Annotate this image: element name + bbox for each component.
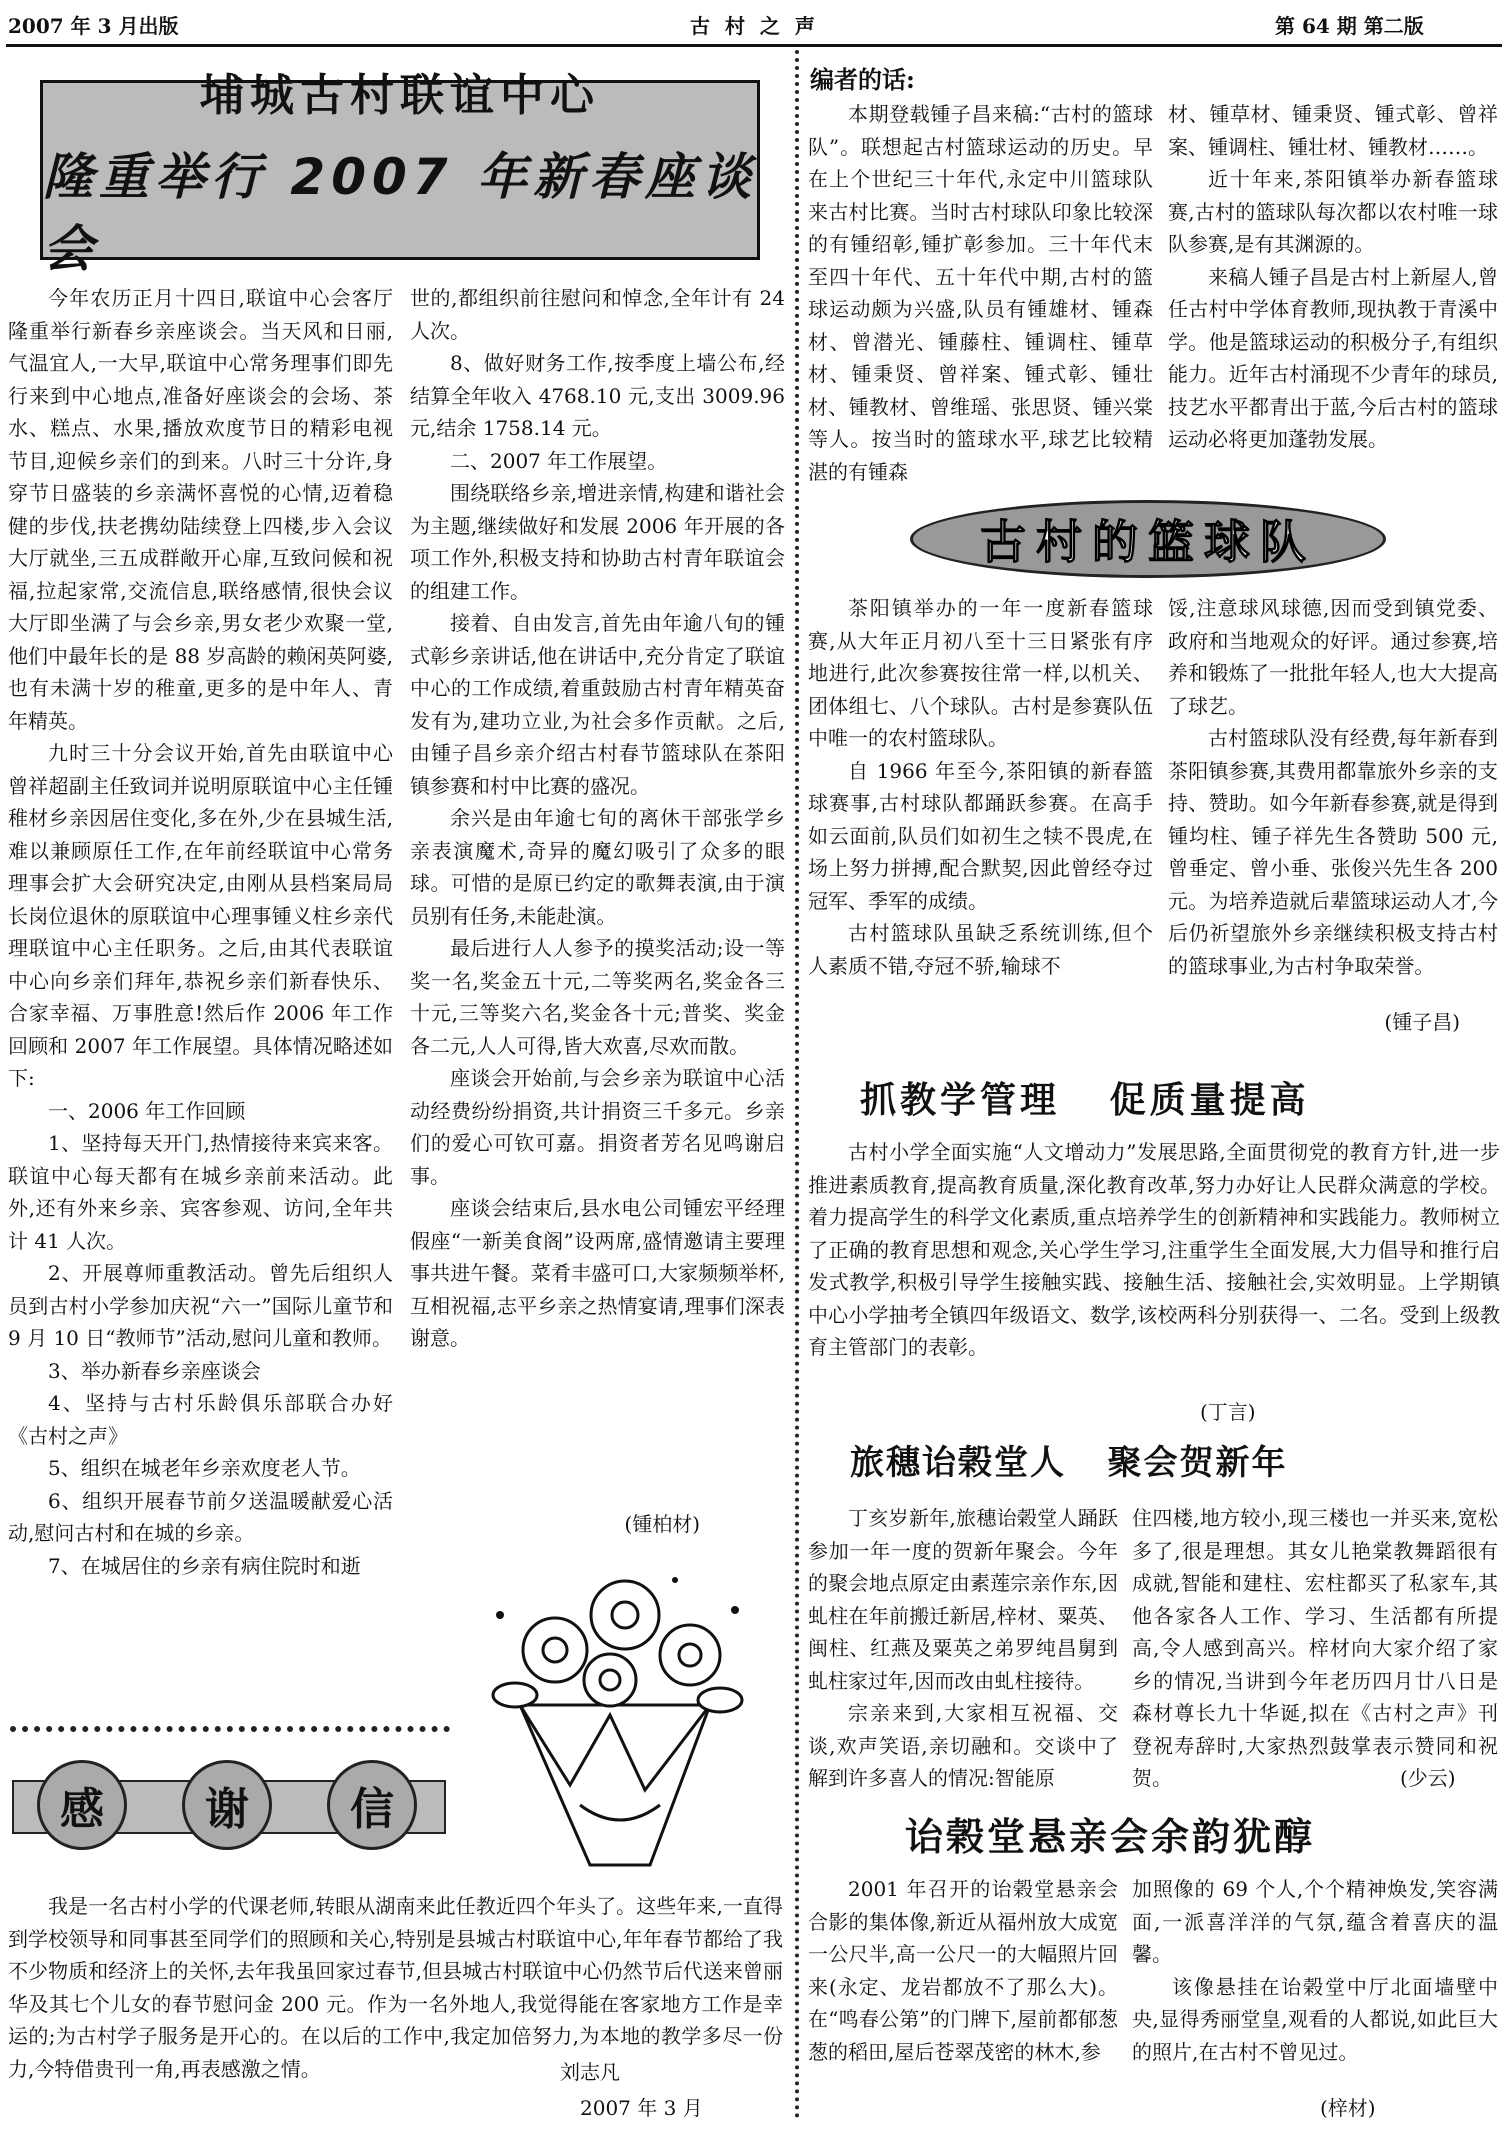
paragraph: 我是一名古村小学的代课老师,转眼从湖南来此任教近四个年头了。这些年来,一直得到学校领导和同事甚至同学们的照顾和关心,特别是县城古村联谊中心,年年春节都给了我不少物质和经济上的关怀,去年我虽回家过春节,但县城古村联谊中心仍然节后代送来曾丽华及其七个儿女的春节慰问金 200 元。作为一名外地人,我觉得能在客家地方工作是幸运的;为古村学子服务是开心的。在以后的工作中,我定加倍努力,为本地的教学多尽一份力,今特借贵刊一角,再表感激之情。 — [8, 1894, 783, 2081]
newspaper-name: 古 村 之 声 — [690, 14, 819, 38]
photo-title: 诒榖堂悬亲会余韵犹醇 — [905, 1815, 1316, 1859]
basketball-author: (锺子昌) — [1384, 1010, 1460, 1034]
article1-title-line2: 隆重举行 2007 年新春座谈会 — [43, 148, 757, 278]
issue-date: 2007 年 3 月出版 — [8, 14, 179, 38]
thanks-body — [8, 1890, 783, 2085]
article1-column2 — [410, 282, 785, 1355]
paragraph: 今年农历正月十四日,联谊中心会客厅隆重举行新春乡亲座谈会。当天风和日丽,气温宜人,一大早,联谊中心常务理事们即先行来到中心地点,准备好座谈会的会场、茶水、糕点、水果,播放欢度节日的精彩电视节目,迎候乡亲们的到来。八时三十分许,身穿节日盛装的乡亲满怀喜悦的心情,迈着稳健的步伐,扶老携幼陆续登上四楼,步入会议大厅就坐,三五成群敞开心扉,互致问候和祝福,拉起家常,交流信息,联络感情,很快会议大厅即坐满了与会乡亲,男女老少欢聚一堂,他们中最年长的是 88 岁高龄的赖闲英阿婆,也有未满十岁的稚童,更多的是中年人、青年精英。 — [8, 286, 393, 733]
paragraph: 座谈会开始前,与会乡亲为联谊中心活动经费纷纷捐资,共计捐资三千多元。乡亲们的爱心可钦可嘉。捐资者芳名见鸣谢启事。 — [410, 1066, 785, 1188]
gathering-column2 — [1132, 1502, 1498, 1795]
paragraph: 加照像的 69 个人,个个精神焕发,笑容满面,一派喜洋洋的气氛,蕴含着喜庆的温馨。 — [1132, 1877, 1498, 1966]
teaching-author: (丁言) — [1200, 1400, 1256, 1424]
paragraph: 3、举办新春乡亲座谈会 — [48, 1358, 261, 1383]
paragraph: 7、在城居住的乡亲有病住院时和逝 — [48, 1553, 361, 1578]
column-divider — [795, 50, 799, 2120]
section-separator — [10, 1726, 450, 1732]
paragraph: 围绕联络乡亲,增进亲情,构建和谐社会为主题,继续做好和发展 2006 年开展的各项工作外,积极支持和协助古村青年联谊会的组建工作。 — [410, 481, 785, 603]
editor-heading: 编者的话: — [810, 65, 915, 94]
paragraph: 丁亥岁新年,旅穗诒榖堂人踊跃参加一年一度的贺新年聚会。今年的聚会地点原定由素莲宗亲作东,因虬柱在年前搬迁新居,梓材、粟英、闽柱、红燕及粟英之弟罗纯昌舅到虬柱家过年,因而改由虬柱接待。 — [808, 1506, 1118, 1693]
paragraph: 本期登载锺子昌来稿:“古村的篮球队”。联想起古村篮球运动的历史。早在上个世纪三十年代,永定中川篮球队来古村比赛。当时古村球队印象比较深的有锺绍彰,锺扩彰参加。三十年代末至四十年代、五十年代中期,古村的篮球运动颇为兴盛,队员有锺雄材、锺森材、曾潜光、锺藤柱、锺调柱、锺草材、锺秉贤、曾祥案、锺式彰、锺壮材、锺教材、曾维瑶、张思贤、锺兴棠等人。按当时的篮球水平,球艺比较精湛的有锺森 — [808, 102, 1153, 484]
thanks-signature: 刘志凡 — [560, 2060, 620, 2084]
paragraph: 1、坚持每天开门,热情接待来宾来客。联谊中心每天都有在城乡亲前来活动。此外,还有外来乡亲、宾客参观、访问,全年共计 41 人次。 — [8, 1131, 393, 1253]
paragraph: 2001 年召开的诒榖堂悬亲会合影的集体像,新近从福州放大成宽一公尺半,高一公尺一的大幅照片回来(永定、龙岩都放不了那么大)。在“鸣春公第”的门牌下,屋前都郁葱葱的稻田,屋后苍翠茂密的林木,参 — [808, 1877, 1118, 2064]
paragraph: 来稿人锺子昌是古村上新屋人,曾任古村中学体育教师,现执教于青溪中学。他是篮球运动的积极分子,有组织能力。近年古村涌现不少青年的球员,技艺水平都青出于蓝,今后古村的篮球运动必将更加蓬勃发展。 — [1168, 264, 1498, 451]
header-rule — [6, 44, 1502, 47]
gathering-title: 旅穗诒榖堂人 聚会贺新年 — [850, 1443, 1288, 1483]
basketball-column1 — [808, 592, 1153, 982]
thanks-char-2: 谢 — [182, 1760, 272, 1850]
article1-title-box — [40, 70, 760, 278]
paragraph: 住四楼,地方较小,现三楼也一并买来,宽松多了,很是理想。其女儿艳棠教舞蹈很有成就,智能和建柱、宏柱都买了私家车,其他各家各人工作、学习、生活都有所提高,令人感到高兴。梓材向大家介绍了家乡的情况,当讲到今年老历四月廿八日是森材尊长九十华诞,拟在《古村之声》刊登祝寿辞时,大家热烈鼓掌表示赞同和祝贺。 — [1132, 1506, 1498, 1790]
thanks-date: 2007 年 3 月 — [580, 2096, 703, 2120]
article1-author: (锺柏材) — [624, 1512, 700, 1536]
paragraph: 自 1966 年至今,茶阳镇的新春篮球赛事,古村球队都踊跃参赛。在高手如云面前,队员们如初生之犊不畏虎,在场上努力拼搏,配合默契,因此曾经夺过冠军、季军的成绩。 — [808, 758, 1153, 913]
paragraph: 近十年来,茶阳镇举办新春篮球赛,古村的篮球队每次都以农村唯一球队参赛,是有其渊源的。 — [1168, 167, 1498, 256]
paragraph: 2、开展尊师重教活动。曾先后组织人员到古村小学参加庆祝“六一”国际儿童节和 9 月 10 日“教师节”活动,慰问儿童和教师。 — [8, 1261, 393, 1350]
paragraph: 茶阳镇举办的一年一度新春篮球赛,从大年正月初八至十三日紧张有序地进行,此次参赛按往常一样,以机关、团体组七、八个球队。古村是参赛队伍中唯一的农村篮球队。 — [808, 596, 1153, 750]
article1-title-line1: 埔城古村联谊中心 — [200, 70, 600, 121]
paragraph: 九时三十分会议开始,首先由联谊中心曾祥超副主任致词并说明原联谊中心主任锺稚材乡亲因居住变化,多在外,少在县城生活,难以兼顾原任工作,在年前经联谊中心常务理事会扩大会研究决定,由刚从县档案局局长岗位退休的原联谊中心理事锺义柱乡亲代理联谊中心主任职务。之后,由其代表联谊中心向乡亲们拜年,恭祝乡亲们新春快乐、合家幸福、万事胜意!然后作 2006 年工作回顾和 2007 年工作展望。具体情况略述如下: — [8, 741, 393, 1090]
paragraph: 8、做好财务工作,按季度上墙公布,经结算全年收入 4768.10 元,支出 3009.96 元,结余 1758.14 元。 — [410, 351, 785, 440]
paragraph: 古村篮球队没有经费,每年新春到茶阳镇参赛,其费用都靠旅外乡亲的支持、赞助。如今年新春参赛,就是得到锺均柱、锺子祥先生各赞助 500 元,曾垂定、曾小垂、张俊兴先生各 200 元。为培养造就后辈篮球运动人才,今后仍祈望旅外乡亲继续积极支持古村的篮球事业,为古村争取荣誉。 — [1168, 726, 1498, 978]
article1-column1 — [8, 282, 393, 1582]
photo-column1 — [808, 1873, 1118, 2068]
thanks-heading — [12, 1750, 442, 1860]
paragraph: 4、坚持与古村乐龄俱乐部联合办好《古村之声》 — [8, 1391, 393, 1448]
flower-bouquet-illustration — [460, 1555, 770, 1875]
paragraph: 接着、自由发言,首先由年逾八旬的锺式彰乡亲讲话,他在讲话中,充分肯定了联谊中心的工作成绩,着重鼓励古村青年精英奋发有为,建功立业,为社会多作贡献。之后,由锺子昌乡亲介绍古村春节篮球队在茶阳镇参赛和村中比赛的盛况。 — [410, 611, 785, 798]
thanks-char-3: 信 — [327, 1760, 417, 1850]
thanks-char-1: 感 — [37, 1760, 127, 1850]
paragraph: 6、组织开展春节前夕送温暖献爱心活动,慰问古村和在城的乡亲。 — [8, 1488, 393, 1545]
paragraph: 世的,都组织前往慰问和悼念,全年计有 24 人次。 — [410, 286, 785, 343]
teaching-title: 抓教学管理 促质量提高 — [860, 1080, 1310, 1121]
paragraph: 余兴是由年逾七旬的离休干部张学乡亲表演魔术,奇异的魔幻吸引了众多的眼球。可惜的是原已约定的歌舞表演,由于演员别有任务,未能赴演。 — [410, 806, 785, 928]
photo-author: (梓材) — [1320, 2096, 1376, 2120]
paragraph: 最后进行人人参予的摸奖活动;设一等奖一名,奖金五十元,二等奖两名,奖金各三十元,三等奖六名,奖金各十元;普奖、奖金各二元,人人可得,皆大欢喜,尽欢而散。 — [410, 936, 785, 1058]
paragraph: 材、锺草材、锺秉贤、锺式彰、曾祥案、锺调柱、锺壮材、锺教材……。 — [1168, 102, 1498, 159]
gathering-column1 — [808, 1502, 1118, 1795]
paragraph: 该像悬挂在诒榖堂中厅北面墙壁中央,显得秀丽堂皇,观看的人都说,如此巨大的照片,在古村不曾见过。 — [1132, 1974, 1498, 2064]
paragraph: 5、组织在城老年乡亲欢度老人节。 — [48, 1456, 361, 1480]
photo-column2 — [1132, 1873, 1498, 2068]
paragraph: 一、2006 年工作回顾 — [48, 1098, 246, 1123]
issue-number: 第 64 期 第二版 — [1275, 14, 1424, 38]
paragraph: 古村小学全面实施“人文增动力”发展思路,全面贯彻党的教育方针,进一步推进素质教育,提高教育质量,深化教育改革,努力办好让人民群众满意的学校。着力提高学生的科学文化素质,重点培养学生的创新精神和实践能力。教师树立了正确的教育思想和观念,关心学生学习,注重学生全面发展,大力倡导和推行启发式教学,积极引导学生接触实践、接触生活、接触社会,实效明显。上学期镇中心小学抽考全镇四年级语文、数学,该校两科分别获得一、二名。受到上级教育主管部门的表彰。 — [808, 1140, 1500, 1359]
paragraph: 二、2007 年工作展望。 — [450, 448, 668, 473]
editor-column1 — [808, 98, 1153, 488]
basketball-title: 古村的篮球队 — [910, 500, 1386, 578]
paragraph: 宗亲来到,大家相互祝福、交谈,欢声笑语,亲切融和。交谈中了解到许多喜人的情况:智能原 — [808, 1701, 1118, 1790]
basketball-column2 — [1168, 592, 1498, 982]
paragraph: 馁,注意球风球德,因而受到镇党委、政府和当地观众的好评。通过参赛,培养和锻炼了一批批年轻人,也大大提高了球艺。 — [1168, 596, 1498, 718]
gathering-author: (少云) — [1400, 1766, 1456, 1790]
paragraph: 古村篮球队虽缺乏系统训练,但个人素质不错,夺冠不骄,输球不 — [808, 921, 1153, 978]
paragraph: 座谈会结束后,县水电公司锺宏平经理假座“一新美食阁”设两席,盛情邀请主要理事共进午餐。菜肴丰盛可口,大家频频举杯,互相祝福,志平乡亲之热情宴请,理事们深表谢意。 — [410, 1196, 785, 1350]
teaching-body — [808, 1136, 1500, 1364]
editor-column2 — [1168, 98, 1498, 456]
